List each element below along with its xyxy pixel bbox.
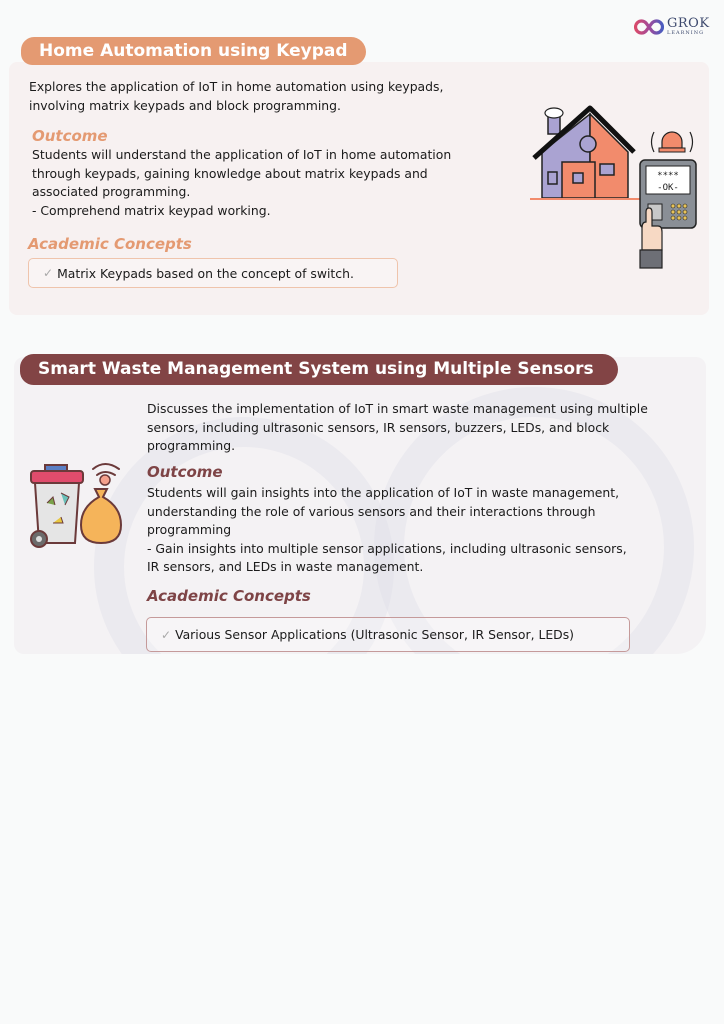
smart-home-keypad-illustration bbox=[528, 100, 703, 272]
outcome-line: - Gain insights into multiple sensor applications, including ultrasonic sensors, bbox=[147, 540, 627, 556]
outcome-text bbox=[32, 146, 451, 220]
academic-concepts-heading: Academic Concepts bbox=[28, 235, 192, 253]
logo-tagline: LEARNING bbox=[667, 30, 705, 36]
description-line: sensors, including ultrasonic sensors, IR sensors, buzzers, LEDs, and block bbox=[147, 419, 610, 435]
check-icon: ✓ bbox=[161, 627, 172, 642]
concept-label: Matrix Keypads based on the concept of switch. bbox=[57, 265, 354, 281]
description-line: Explores the application of IoT in home automation using keypads, bbox=[29, 79, 444, 94]
outcome-heading: Outcome bbox=[147, 463, 223, 481]
outcome-line: understanding the role of various sensors and their interactions through bbox=[147, 503, 596, 519]
concept-item bbox=[146, 617, 630, 652]
garbage-bag-icon bbox=[81, 489, 121, 543]
keypad-screen-line1: **** bbox=[657, 171, 679, 181]
outcome-line: - Comprehend matrix keypad working. bbox=[32, 202, 271, 218]
outcome-line: programming bbox=[147, 522, 232, 537]
check-icon: ✓ bbox=[43, 266, 54, 280]
section-title-home-automation: Home Automation using Keypad bbox=[21, 37, 366, 65]
section-description bbox=[29, 78, 443, 115]
academic-concepts-heading: Academic Concepts bbox=[147, 587, 311, 605]
outcome-line: associated programming. bbox=[32, 184, 191, 199]
section-description bbox=[147, 400, 648, 456]
description-line: involving matrix keypads and block programming. bbox=[29, 97, 341, 113]
outcome-line: IR sensors, and LEDs in waste management. bbox=[147, 559, 424, 574]
trash-bin-icon bbox=[31, 465, 83, 547]
outcome-line: through keypads, gaining knowledge about matrix keypads and bbox=[32, 165, 428, 181]
outcome-heading: Outcome bbox=[32, 127, 108, 145]
description-line: programming. bbox=[147, 438, 236, 453]
grok-learning-logo bbox=[634, 17, 710, 36]
infinity-logo-icon bbox=[634, 18, 664, 36]
logo-name: GROK bbox=[667, 16, 710, 31]
section-title-waste-management: Smart Waste Management System using Multiple Sensors bbox=[20, 354, 618, 385]
smart-bin-illustration bbox=[25, 455, 127, 553]
outcome-line: Students will gain insights into the application of IoT in waste management, bbox=[147, 485, 620, 500]
wifi-signal-icon bbox=[93, 464, 119, 475]
alarm-siren-icon bbox=[652, 132, 693, 152]
description-line: Discusses the implementation of IoT in smart waste management using multiple bbox=[147, 401, 648, 416]
sensor-light-icon bbox=[100, 475, 110, 485]
concept-item bbox=[28, 258, 398, 288]
outcome-text bbox=[147, 484, 627, 577]
house-icon bbox=[530, 108, 640, 199]
keypad-screen-line2: -OK- bbox=[657, 183, 679, 193]
concept-label: Various Sensor Applications (Ultrasonic Sensor, IR Sensor, LEDs) bbox=[175, 627, 575, 642]
outcome-line: Students will understand the application of IoT in home automation bbox=[32, 147, 452, 162]
